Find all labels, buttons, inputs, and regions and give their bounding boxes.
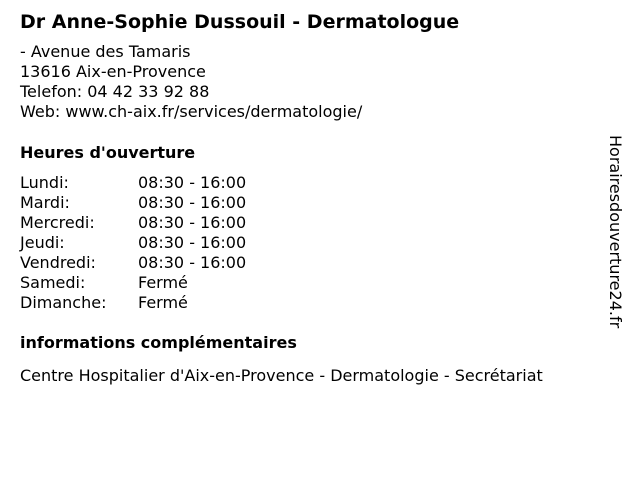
time-value: 08:30 - 16:00: [138, 173, 247, 192]
time-value: 08:30 - 16:00: [138, 233, 247, 252]
day-label: Dimanche:: [20, 293, 107, 312]
time-value: 08:30 - 16:00: [138, 253, 247, 272]
day-label: Vendredi:: [20, 253, 96, 272]
city-line: 13616 Aix-en-Provence: [20, 62, 206, 81]
extra-info-text: Centre Hospitalier d'Aix-en-Provence - Dermatologie - Secrétariat: [20, 366, 543, 385]
phone-number: Telefon: 04 42 33 92 88: [20, 82, 210, 101]
day-label: Jeudi:: [20, 233, 65, 252]
time-value: 08:30 - 16:00: [138, 213, 247, 232]
day-label: Mercredi:: [20, 213, 95, 232]
extra-info-heading: informations complémentaires: [20, 333, 297, 352]
hours-row-saturday: [20, 273, 610, 293]
time-value: Fermé: [138, 293, 188, 312]
hours-row-monday: [20, 173, 610, 193]
day-label: Lundi:: [20, 173, 69, 192]
page-title: Dr Anne-Sophie Dussouil - Dermatologue: [20, 11, 460, 33]
day-label: Samedi:: [20, 273, 86, 292]
hours-table: [20, 173, 610, 313]
hours-row-sunday: [20, 293, 610, 313]
hours-row-thursday: [20, 233, 610, 253]
day-label: Mardi:: [20, 193, 70, 212]
hours-row-friday: [20, 253, 610, 273]
hours-row-wednesday: [20, 213, 610, 233]
business-card: [20, 10, 610, 386]
website-line: Web: www.ch-aix.fr/services/dermatologie/: [20, 102, 363, 121]
street-address: - Avenue des Tamaris: [20, 42, 191, 61]
hours-row-tuesday: [20, 193, 610, 213]
site-watermark: Horairesdouverture24.fr: [606, 135, 625, 329]
time-value: 08:30 - 16:00: [138, 193, 247, 212]
hours-heading: Heures d'ouverture: [20, 143, 196, 162]
address-block: [20, 42, 610, 122]
time-value: Fermé: [138, 273, 188, 292]
